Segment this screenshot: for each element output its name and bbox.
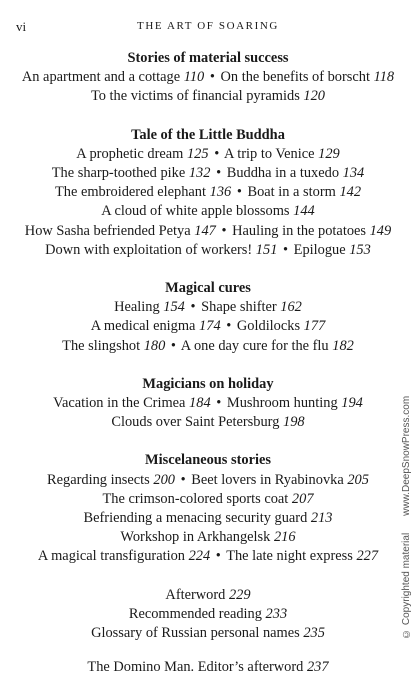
toc-entry-title: A prophetic dream bbox=[76, 145, 184, 162]
toc-entry-title: A one day cure for the flu bbox=[180, 337, 329, 354]
toc-entry-title: How Sasha befriended Petya bbox=[24, 222, 191, 239]
toc-line bbox=[8, 605, 408, 624]
section-heading: Magicians on holiday bbox=[142, 375, 274, 392]
toc-entry-title: The slingshot bbox=[62, 337, 141, 354]
toc-entry-title: A cloud of white apple blossoms bbox=[101, 203, 290, 220]
toc-line bbox=[8, 413, 408, 432]
toc-page-number: 147 bbox=[194, 222, 216, 239]
section-heading: Stories of material success bbox=[127, 50, 289, 66]
toc-entry-title: The late night express bbox=[226, 548, 353, 565]
bullet-separator: • bbox=[216, 165, 222, 182]
bullet-separator: • bbox=[236, 184, 242, 201]
toc-line bbox=[8, 547, 408, 566]
toc-entry-title: Vacation in the Crimea bbox=[53, 395, 186, 412]
toc-entry-title: Epilogue bbox=[293, 241, 346, 258]
bullet-separator: • bbox=[170, 337, 176, 354]
bullet-separator: • bbox=[226, 318, 232, 335]
bullet-separator: • bbox=[180, 471, 186, 488]
toc-entry-title: Glossary of Russian personal names bbox=[91, 625, 300, 642]
toc-line bbox=[8, 490, 408, 509]
toc-section bbox=[8, 375, 408, 433]
toc-page-number: 125 bbox=[186, 145, 209, 162]
toc-entry-title: Hauling in the potatoes bbox=[232, 222, 366, 239]
toc-page-number: 120 bbox=[303, 88, 325, 105]
toc-page-number: 200 bbox=[153, 471, 175, 488]
toc-page-number: 144 bbox=[293, 203, 315, 220]
toc-page-number: 229 bbox=[228, 586, 251, 603]
toc-page-number: 216 bbox=[273, 529, 296, 546]
toc-line bbox=[8, 164, 408, 183]
toc-page-number: 237 bbox=[306, 659, 329, 676]
toc-entry-title: Mushroom hunting bbox=[226, 395, 338, 412]
toc-page-number: 184 bbox=[189, 395, 211, 412]
toc-page-number: 134 bbox=[342, 165, 365, 182]
toc-page-number: 207 bbox=[291, 490, 314, 507]
toc-line bbox=[8, 528, 408, 547]
toc-page-number: 224 bbox=[188, 548, 211, 565]
toc-line bbox=[8, 87, 408, 106]
watermark-url: www.DeepSnowPress.com bbox=[401, 396, 412, 517]
toc-line bbox=[8, 337, 408, 356]
toc-page-number: 205 bbox=[347, 471, 369, 488]
toc-entry-title: Down with exploitation of workers! bbox=[45, 241, 253, 258]
toc-line bbox=[8, 317, 408, 336]
toc-section bbox=[8, 126, 408, 260]
toc-line bbox=[8, 624, 408, 643]
watermark-copyright: © Copyrighted material bbox=[401, 532, 412, 639]
toc-entry-title: Recommended reading bbox=[128, 605, 262, 622]
bullet-separator: • bbox=[216, 395, 222, 412]
toc-page-number: 149 bbox=[369, 222, 392, 239]
toc-page-number: 110 bbox=[183, 69, 205, 86]
toc-entry-title: The Domino Man. Editor’s afterword bbox=[87, 659, 304, 676]
bullet-separator: • bbox=[214, 145, 220, 162]
toc-page-number: 154 bbox=[163, 299, 185, 316]
toc-line bbox=[8, 183, 408, 202]
toc-line bbox=[8, 586, 408, 605]
toc-line bbox=[8, 202, 408, 221]
toc-entry-title: The embroidered elephant bbox=[54, 184, 207, 201]
section-heading: Tale of the Little Buddha bbox=[131, 126, 285, 143]
toc-page-number: 177 bbox=[303, 318, 326, 335]
toc-entry-title: The sharp-toothed pike bbox=[51, 165, 186, 182]
toc-entry-title: Workshop in Arkhangelsk bbox=[120, 529, 271, 546]
bullet-separator: • bbox=[190, 299, 196, 316]
toc-line bbox=[8, 471, 408, 490]
running-head: THE ART OF SOARING bbox=[137, 20, 279, 32]
toc-page-number: 233 bbox=[265, 605, 288, 622]
toc-entry-title: Befriending a menacing security guard bbox=[83, 510, 308, 527]
bullet-separator: • bbox=[215, 548, 221, 565]
toc-page-number: 118 bbox=[373, 69, 395, 86]
toc-section bbox=[8, 451, 408, 566]
toc-line bbox=[8, 145, 408, 164]
toc-entry-title: Shape shifter bbox=[201, 299, 277, 316]
toc-entry-title: Afterword bbox=[165, 586, 226, 603]
page-number: vi bbox=[16, 19, 27, 34]
toc-page-number: 174 bbox=[199, 318, 221, 335]
toc-page-number: 129 bbox=[318, 145, 340, 162]
toc-entry-title: A trip to Venice bbox=[224, 145, 315, 162]
toc-line bbox=[8, 509, 408, 528]
toc-entry-title: Regarding insects bbox=[47, 471, 150, 488]
toc-entry-title: Goldilocks bbox=[236, 318, 301, 335]
toc-entry-title: The crimson-colored sports coat bbox=[102, 490, 289, 507]
toc-line bbox=[8, 298, 408, 317]
toc-entry-title: A magical transfiguration bbox=[37, 548, 185, 565]
toc-page-number: 182 bbox=[332, 337, 354, 354]
table-of-contents bbox=[8, 49, 408, 677]
toc-entry-title: To the victims of financial pyramids bbox=[90, 88, 300, 105]
toc-entry-title: Buddha in a tuxedo bbox=[226, 165, 340, 182]
editors-afterword bbox=[8, 658, 408, 677]
toc-page-number: 235 bbox=[303, 625, 325, 642]
bullet-separator: • bbox=[221, 222, 227, 239]
bullet-separator: • bbox=[283, 241, 289, 258]
toc-page-number: 132 bbox=[188, 165, 211, 182]
toc-entry-title: Healing bbox=[114, 299, 160, 316]
toc-page-number: 142 bbox=[339, 184, 362, 201]
toc-entry-title: An apartment and a cottage bbox=[21, 69, 181, 86]
toc-section bbox=[8, 49, 408, 107]
toc-line bbox=[8, 222, 408, 241]
toc-entry-title: Beet lovers in Ryabinovka bbox=[191, 471, 344, 488]
toc-page-number: 227 bbox=[356, 548, 379, 565]
toc-page-number: 213 bbox=[310, 510, 333, 527]
toc-line bbox=[8, 241, 408, 260]
toc-page-number: 194 bbox=[341, 395, 363, 412]
toc-page-number: 151 bbox=[255, 241, 278, 258]
section-heading: Magical cures bbox=[165, 280, 251, 297]
watermark bbox=[401, 396, 412, 639]
toc-section bbox=[8, 279, 408, 356]
toc-entry-title: Clouds over Saint Petersburg bbox=[111, 414, 280, 431]
toc-entry-title: On the benefits of borscht bbox=[220, 69, 370, 86]
bullet-separator: • bbox=[209, 69, 215, 86]
toc-entry-title: A medical enigma bbox=[90, 318, 196, 335]
toc-page-number: 136 bbox=[209, 184, 232, 201]
toc-line bbox=[8, 394, 408, 413]
toc-line bbox=[8, 68, 408, 87]
toc-page-number: 180 bbox=[143, 337, 166, 354]
toc-page-number: 198 bbox=[283, 414, 305, 431]
back-matter bbox=[8, 586, 408, 644]
toc-page-number: 153 bbox=[349, 241, 371, 258]
toc-page-number: 162 bbox=[280, 299, 302, 316]
section-heading: Miscelaneous stories bbox=[145, 452, 271, 469]
toc-entry-title: Boat in a storm bbox=[247, 184, 336, 201]
